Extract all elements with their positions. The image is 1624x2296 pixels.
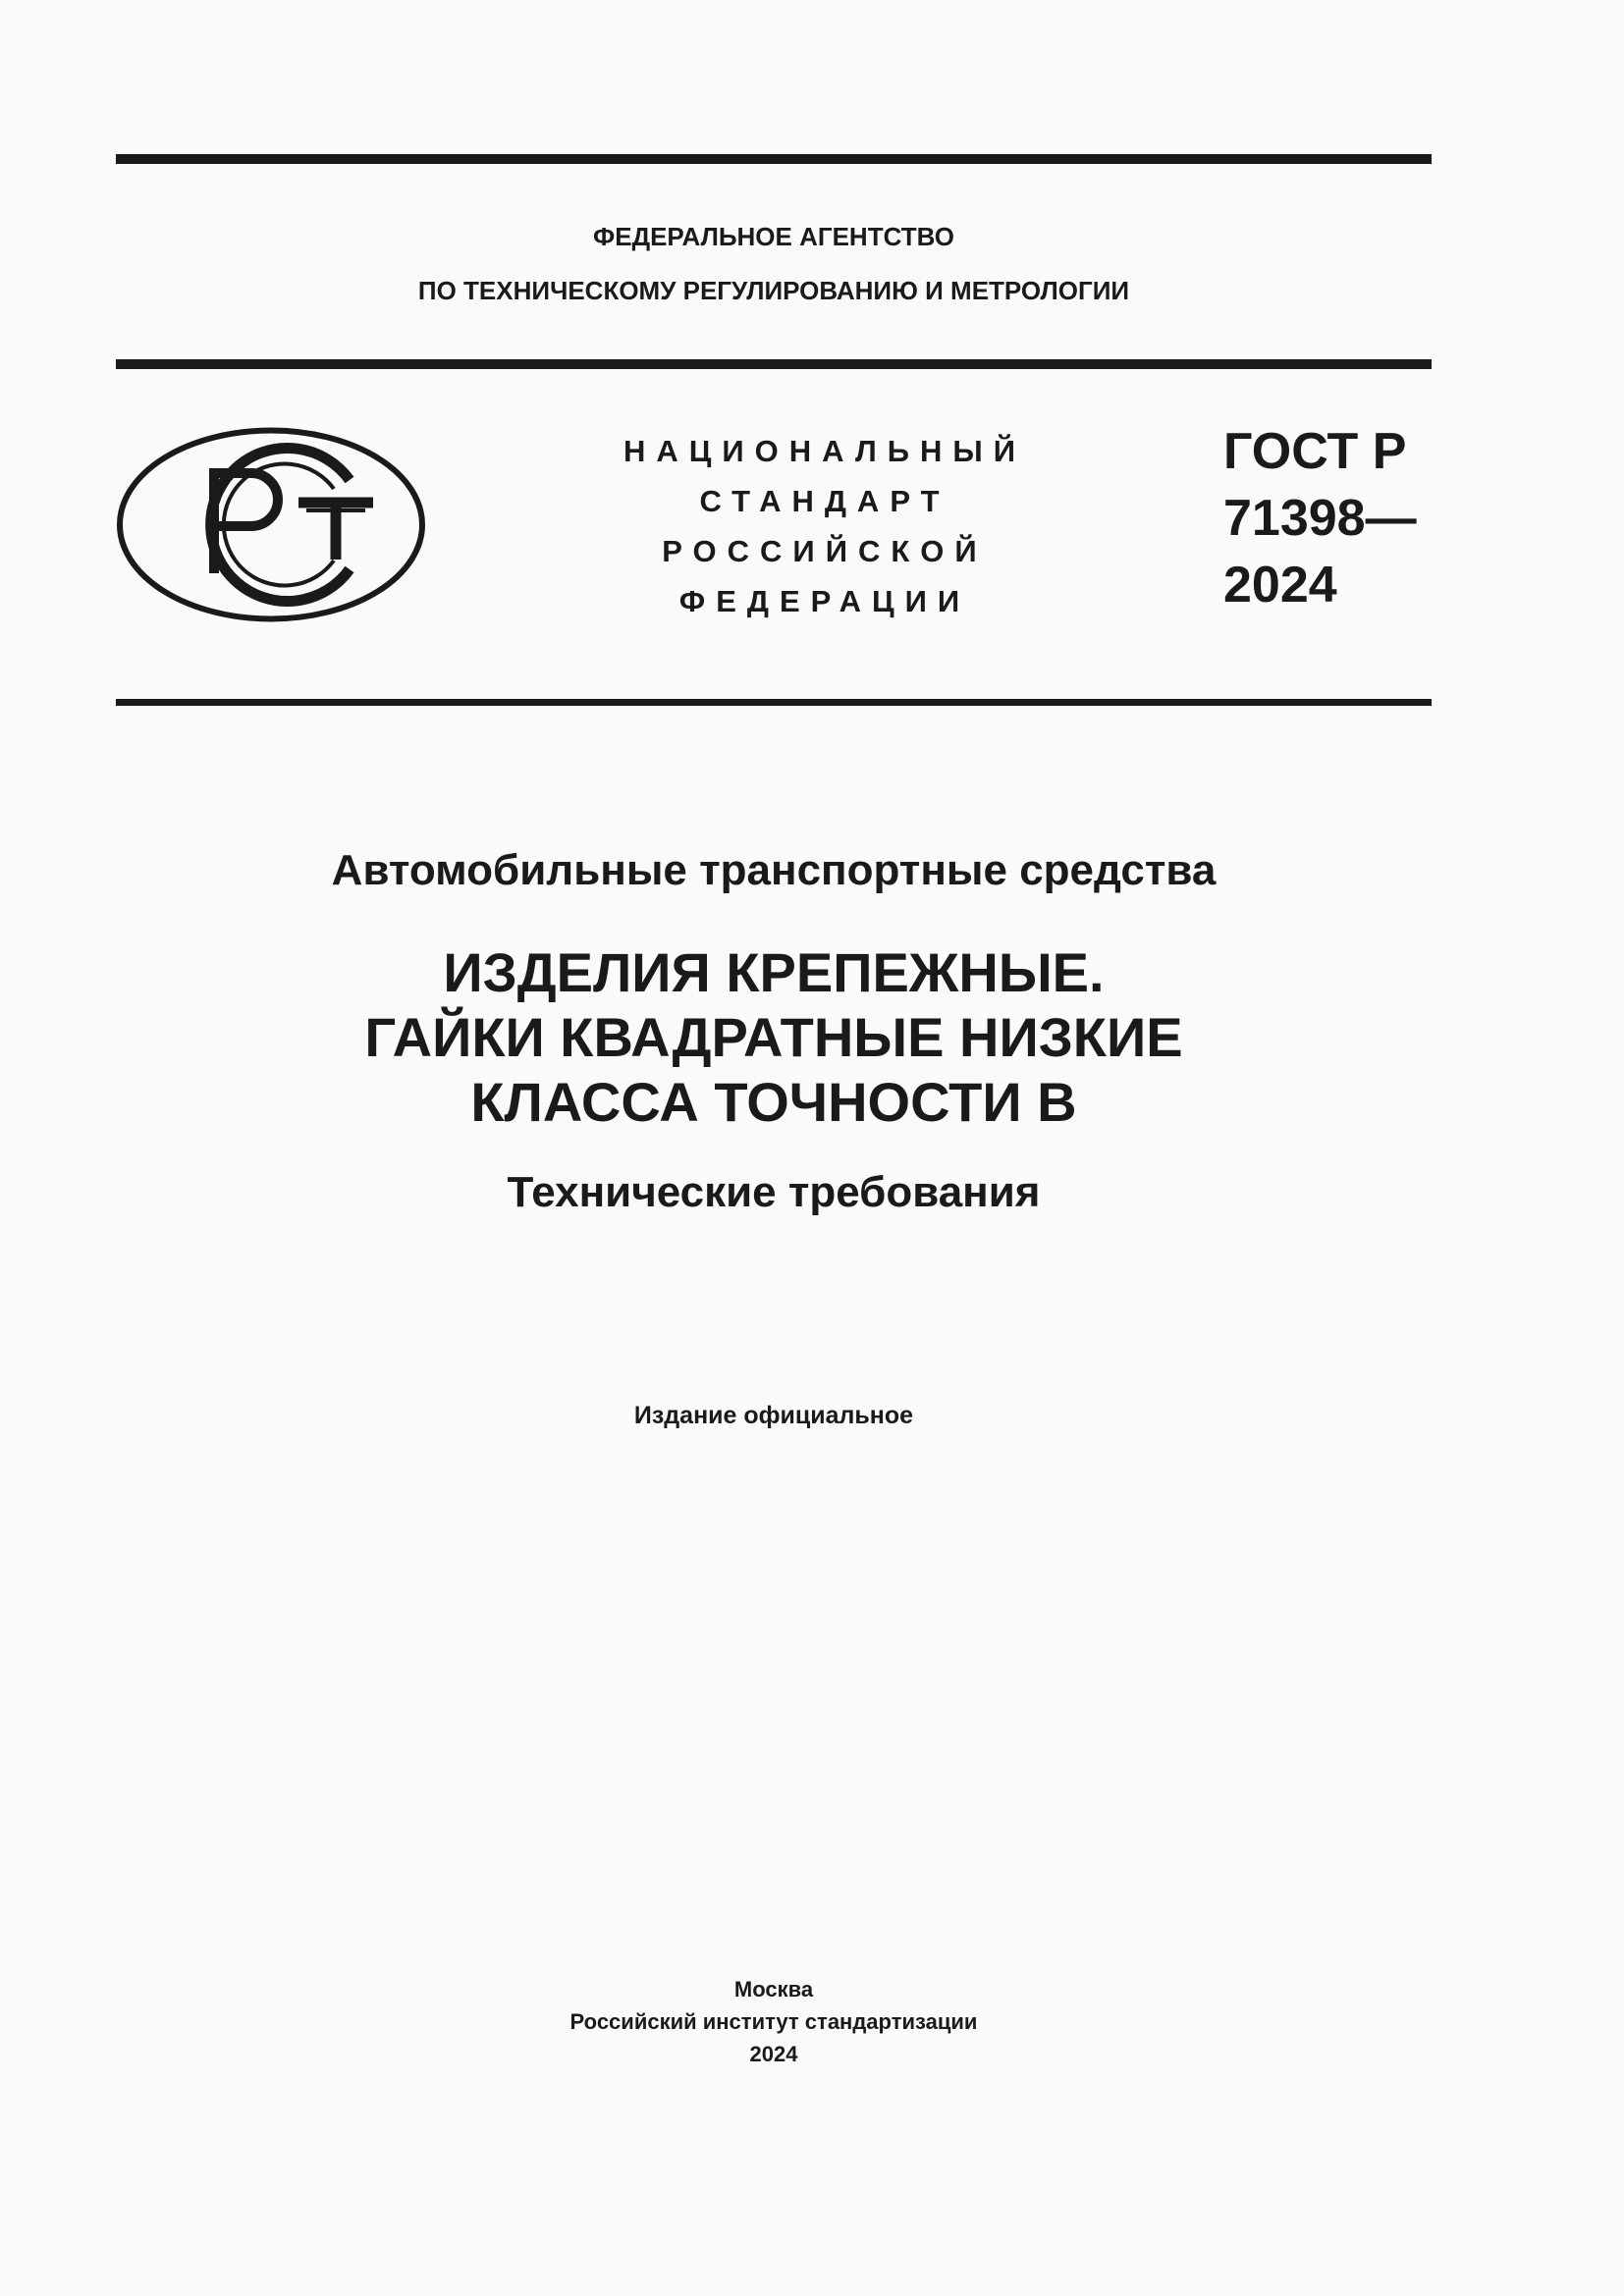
rst-gost-logo-icon [116, 426, 426, 623]
agency-name-line-2: ПО ТЕХНИЧЕСКОМУ РЕГУЛИРОВАНИЮ И МЕТРОЛОГИИ [417, 276, 1130, 305]
designation-line-1: ГОСТ Р [1223, 423, 1407, 480]
publication-info [116, 1973, 1432, 2070]
document-subtitle: Технические требования [507, 1168, 1041, 1216]
header-rule [116, 359, 1432, 369]
title-line-3: КЛАССА ТОЧНОСТИ B [470, 1071, 1077, 1133]
standard-designation [1223, 418, 1417, 618]
footer-city: Москва [733, 1977, 814, 2002]
national-line-3: РОССИЙСКОЙ [662, 534, 988, 568]
footer-year: 2024 [749, 2042, 798, 2066]
title-line-1: ИЗДЕЛИЯ КРЕПЕЖНЫЕ. [443, 941, 1105, 1003]
agency-name-line-1: ФЕДЕРАЛЬНОЕ АГЕНТСТВО [593, 222, 954, 251]
national-line-1: НАЦИОНАЛЬНЫЙ [623, 434, 1027, 468]
document-title [116, 940, 1432, 1135]
designation-line-3: 2024 [1223, 557, 1337, 614]
footer-publisher: Российский институт стандартизации [569, 2009, 978, 2034]
section-rule [116, 699, 1432, 706]
edition-label: Издание официальное [633, 1402, 914, 1429]
national-line-2: СТАНДАРТ [699, 484, 950, 518]
designation-line-2: 71398— [1223, 490, 1417, 547]
national-line-4: ФЕДЕРАЦИИ [678, 584, 971, 618]
top-rule [116, 154, 1432, 164]
title-line-2: ГАЙКИ КВАДРАТНЫЕ НИЗКИЕ [364, 1006, 1183, 1068]
national-standard-label [589, 426, 1060, 626]
document-subject: Автомобильные транспортные средства [331, 846, 1217, 894]
